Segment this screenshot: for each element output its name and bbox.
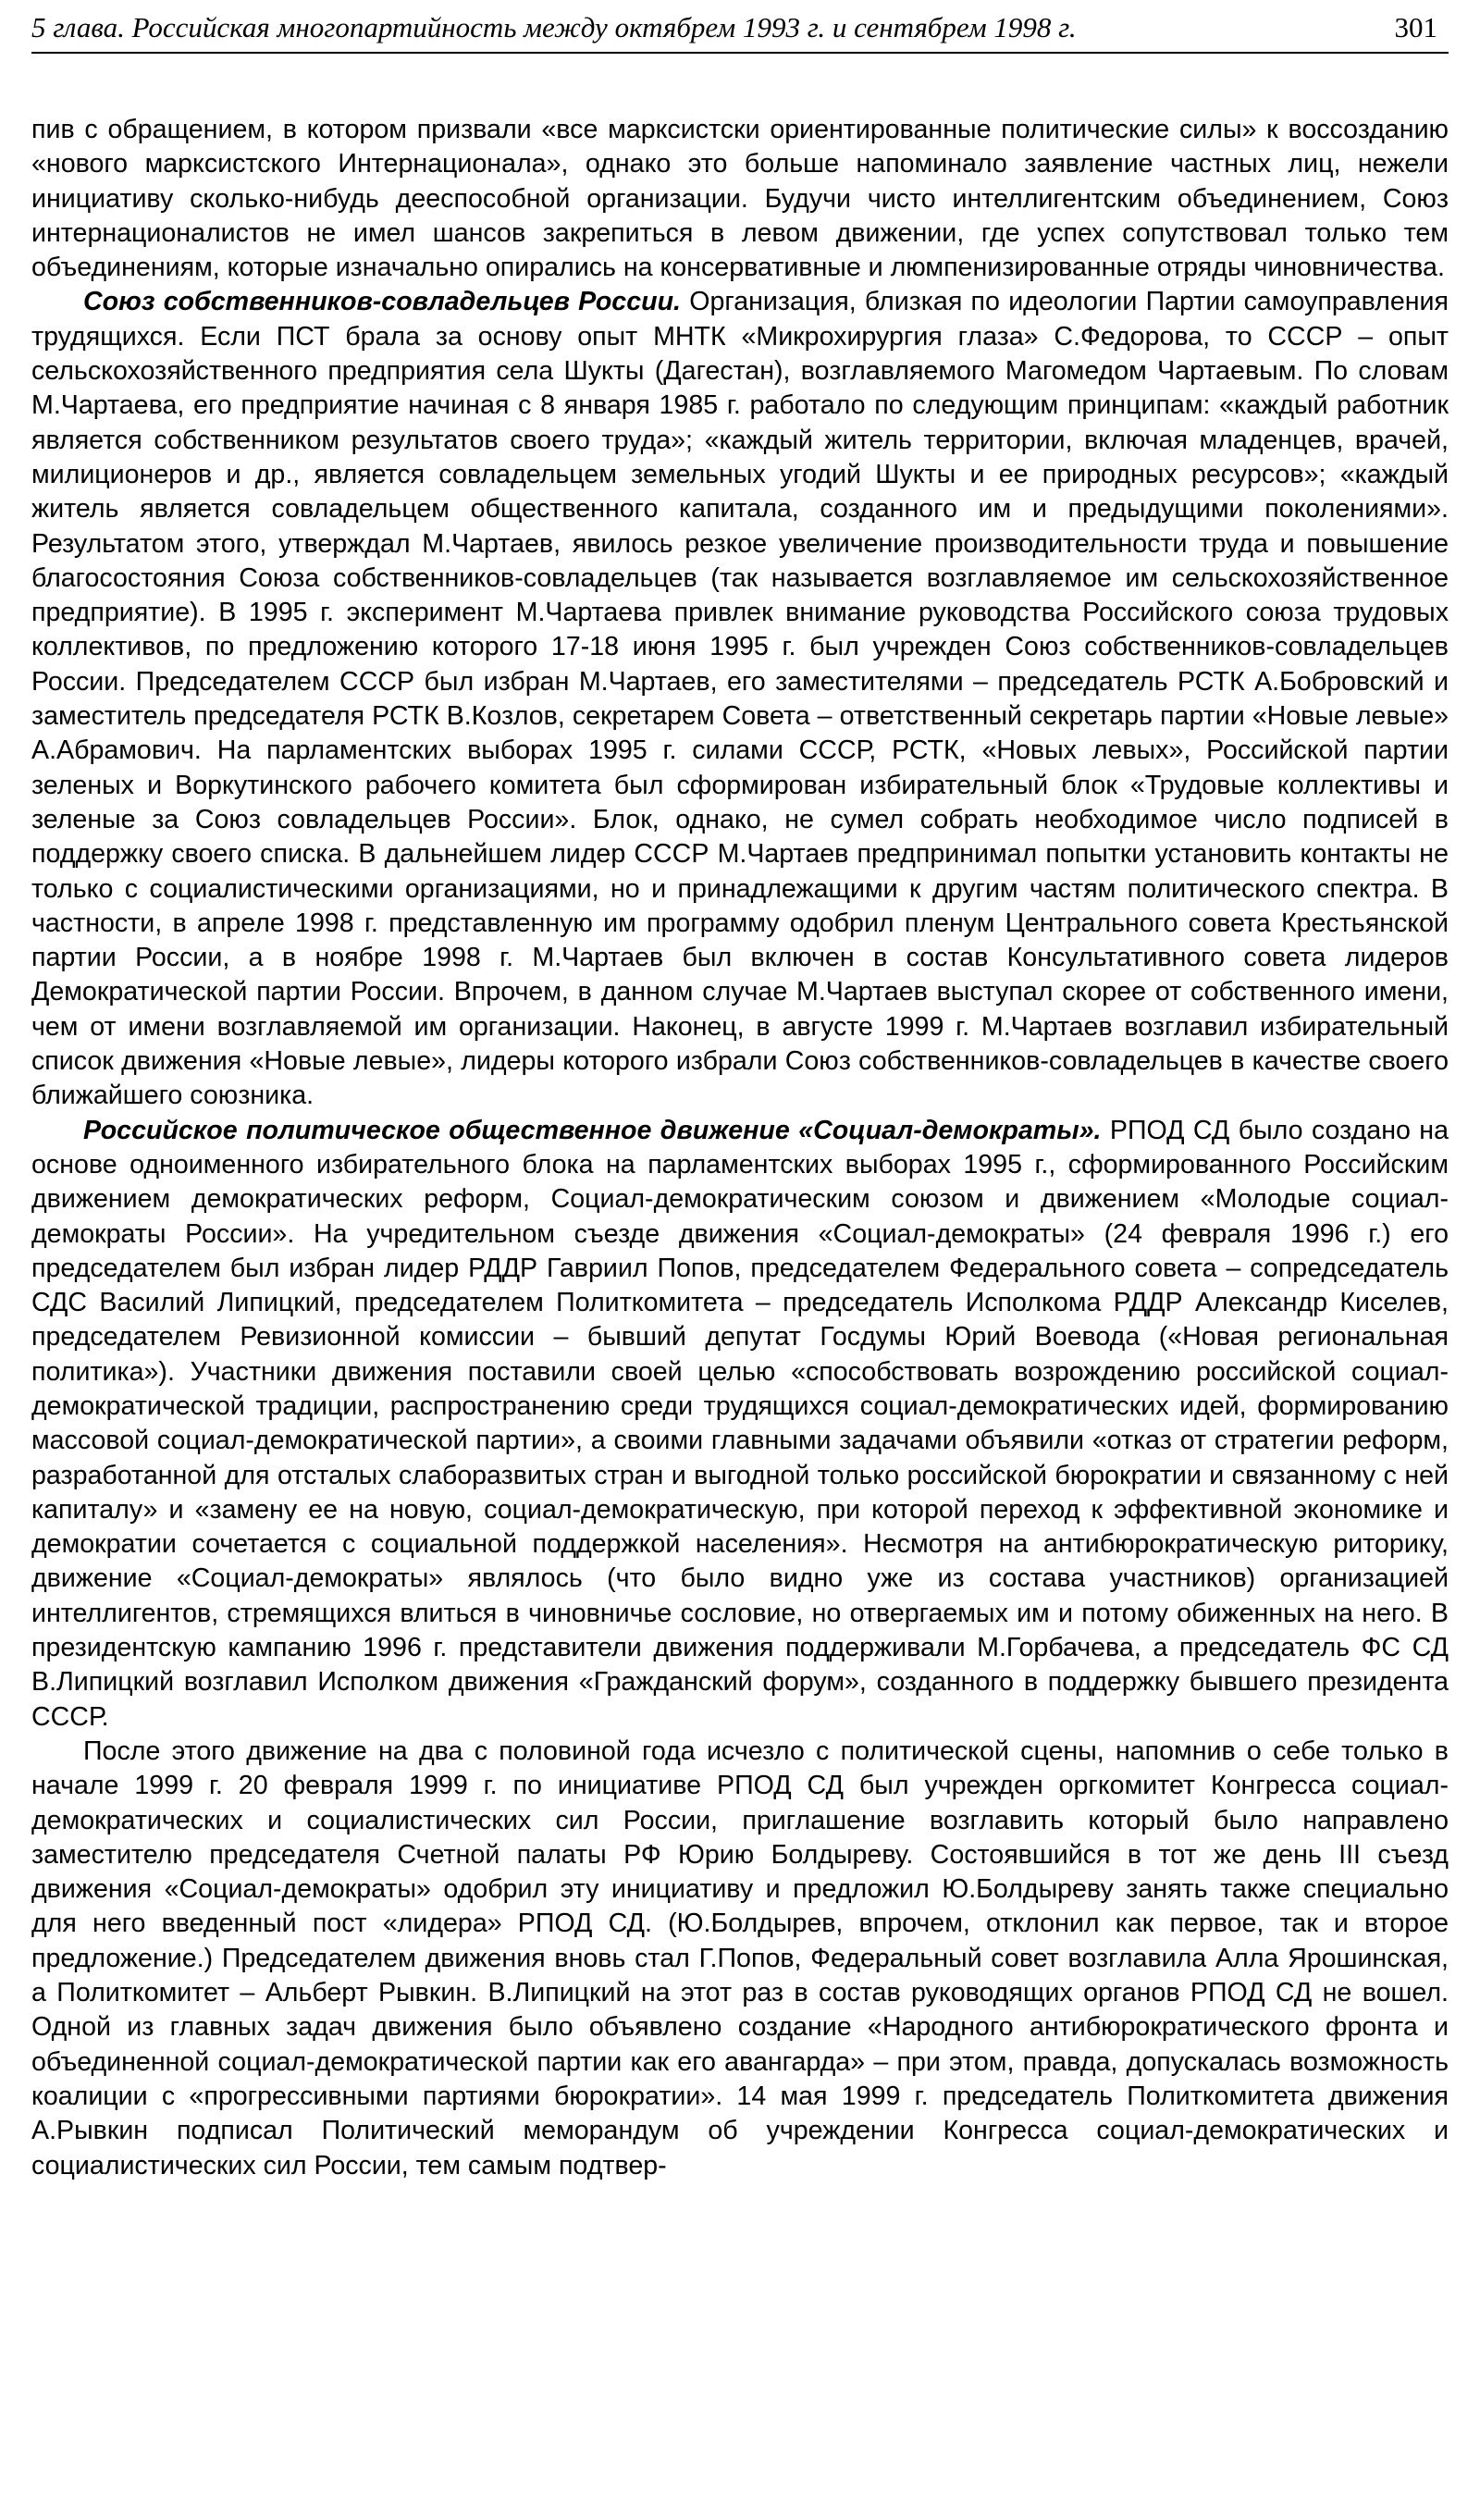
running-header bbox=[31, 9, 1449, 54]
book-page bbox=[31, 9, 1449, 2507]
paragraph-after bbox=[31, 1735, 1449, 2183]
paragraph-sssr bbox=[31, 285, 1449, 1113]
paragraph-text: пив с обращением, в котором призвали «все марксистски ориентированные политические силы» к воссозданию «нового марксистского Интернационала», однако это больше напоминало заявление частных лиц, нежели инициативу сколько-нибудь дееспособной организации. Будучи чисто интеллигентским объединением, Союз интернационалистов не имел шансов закрепиться в левом движении, где успех сопутствовал только тем объединениям, которые изначально опирались на консервативные и люмпенизированные отряды чиновничества. bbox=[31, 115, 1449, 283]
paragraph-continuation bbox=[31, 113, 1449, 285]
paragraph-text: РПОД СД было создано на основе одноименного избирательного блока на парламентских выборах 1995 г., сформированного Российским движением демократических реформ, Социал-демократическим союзом и движением «Молодые социал-демократы России». На учредительном съезде движения «Социал-демократы» (24 февраля 1996 г.) его председателем был избран лидер РДДР Гавриил Попов, председателем Федерального совета – сопредседатель СДС Василий Липицкий, председателем Политкомитета – председатель Исполкома РДДР Александр Киселев, председателем Ревизионной комиссии – бывший депутат Госдумы Юрий Воевода («Новая региональная политика»). Участники движения поставили своей целью «способствовать возрождению российской социал-демократической традиции, распространению среди трудящихся социал-демократических идей, формированию массовой социал-демократической партии», а своими главными задачами объявили «отказ от стратегии реформ, разработанной для отсталых слаборазвитых стран и выгодной только российской бюрократии и связанному с ней капиталу» и «замену ее на новую, социал-демократическую, при которой переход к эффективной экономике и демократии сочетается с социальной поддержкой населения». Несмотря на антибюрократическую риторику, движение «Социал-демократы» являлось (что было видно уже из состава участников) организацией интеллигентов, стремящихся влиться в чиновничье сословие, но отвергаемых им и потому обиженных на него. В президентскую кампанию 1996 г. представители движения поддерживали М.Горбачева, а председатель ФС СД В.Липицкий возглавил Исполком движения «Гражданский форум», созданного в поддержку бывшего президента СССР. bbox=[31, 1115, 1449, 1732]
page-number: 301 bbox=[1394, 11, 1437, 43]
running-title: 5 глава. Российская многопартийность между октябрем 1993 г. и сентябрем 1998 г. bbox=[31, 11, 1077, 43]
paragraph-text: Организация, близкая по идеологии Партии самоуправления трудящихся. Если ПСТ брала за основу опыт МНТК «Микрохирургия глаза» С.Федорова, то СССР – опыт сельскохозяйственного предприятия села Шукты (Дагестан), возглавляемого Магомедом Чартаевым. По словам М.Чартаева, его предприятие начиная с 8 января 1985 г. работало по следующим принципам: «каждый работник является собственником результатов своего труда»; «каждый житель территории, включая младенцев, врачей, милиционеров и др., является совладельцем земельных угодий Шукты и ее природных ресурсов»; «каждый житель является совладельцем общественного капитала, созданного им и предыдущими поколениями». Результатом этого, утверждал М.Чартаев, явилось резкое увеличение производительности труда и повышение благосостояния Союза собственников-совладельцев (так называется возглавляемое им сельскохозяйственное предприятие). В 1995 г. эксперимент М.Чартаева привлек внимание руководства Российского союза трудовых коллективов, по предложению которого 17-18 июня 1995 г. был учрежден Союз собственников-совладельцев России. Председателем СССР был избран М.Чартаев, его заместителями – председатель РСТК А.Бобровский и заместитель председателя РСТК В.Козлов, секретарем Совета – ответственный секретарь партии «Новые левые» А.Абрамович. На парламентских выборах 1995 г. силами СССР, РСТК, «Новых левых», Российской партии зеленых и Воркутинского рабочего комитета был сформирован избирательный блок «Трудовые коллективы и зеленые за Союз совладельцев России». Блок, однако, не сумел собрать необходимое число подписей в поддержку своего списка. В дальнейшем лидер СССР М.Чартаев предпринимал попытки установить контакты не только с социалистическими организациями, но и принадлежащими к другим частям политического спектра. В частности, в апреле 1998 г. представленную им программу одобрил пленум Центрального совета Крестьянской партии России, а в ноябре 1998 г. М.Чартаев был включен в состав Консультативного совета лидеров Демократической партии России. Впрочем, в данном случае М.Чартаев выступал скорее от собственного имени, чем от имени возглавляемой им организации. Наконец, в августе 1999 г. М.Чартаев возглавил избирательный список движения «Новые левые», лидеры которого избрали Союз собственников-совладельцев в качестве своего ближайшего союзника. bbox=[31, 287, 1449, 1111]
body-text bbox=[31, 113, 1449, 2183]
paragraph-lead: Союз собственников-совладельцев России. bbox=[83, 287, 681, 317]
paragraph-text: После этого движение на два с половиной года исчезло с политической сцены, напомнив о себе только в начале 1999 г. 20 февраля 1999 г. по инициативе РПОД СД был учрежден оргкомитет Конгресса социал-демократических и социалистических сил России, приглашение возглавить который было направлено заместителю председателя Счетной палаты РФ Юрию Болдыреву. Состоявшийся в тот же день III съезд движения «Социал-демократы» одобрил эту инициативу и предложил Ю.Болдыреву занять также специально для него введенный пост «лидера» РПОД СД. (Ю.Болдырев, впрочем, отклонил как первое, так и второе предложение.) Председателем движения вновь стал Г.Попов, Федеральный совет возглавила Алла Ярошинская, а Политкомитет – Альберт Рывкин. В.Липицкий на этот раз в состав руководящих органов РПОД СД не вошел. Одной из главных задач движения было объявлено создание «Народного антибюрократического фронта и объединенной социал-демократической партии как его авангарда» – при этом, правда, допускалась возможность коалиции с «прогрессивными партиями бюрократии». 14 мая 1999 г. председатель Политкомитета движения А.Рывкин подписал Политический меморандум об учреждении Конгресса социал-демократических и социалистических сил России, тем самым подтвер- bbox=[31, 1736, 1449, 2180]
paragraph-lead: Российское политическое общественное движение «Социал-демократы». bbox=[83, 1115, 1102, 1145]
paragraph-rpod-sd bbox=[31, 1114, 1449, 1735]
